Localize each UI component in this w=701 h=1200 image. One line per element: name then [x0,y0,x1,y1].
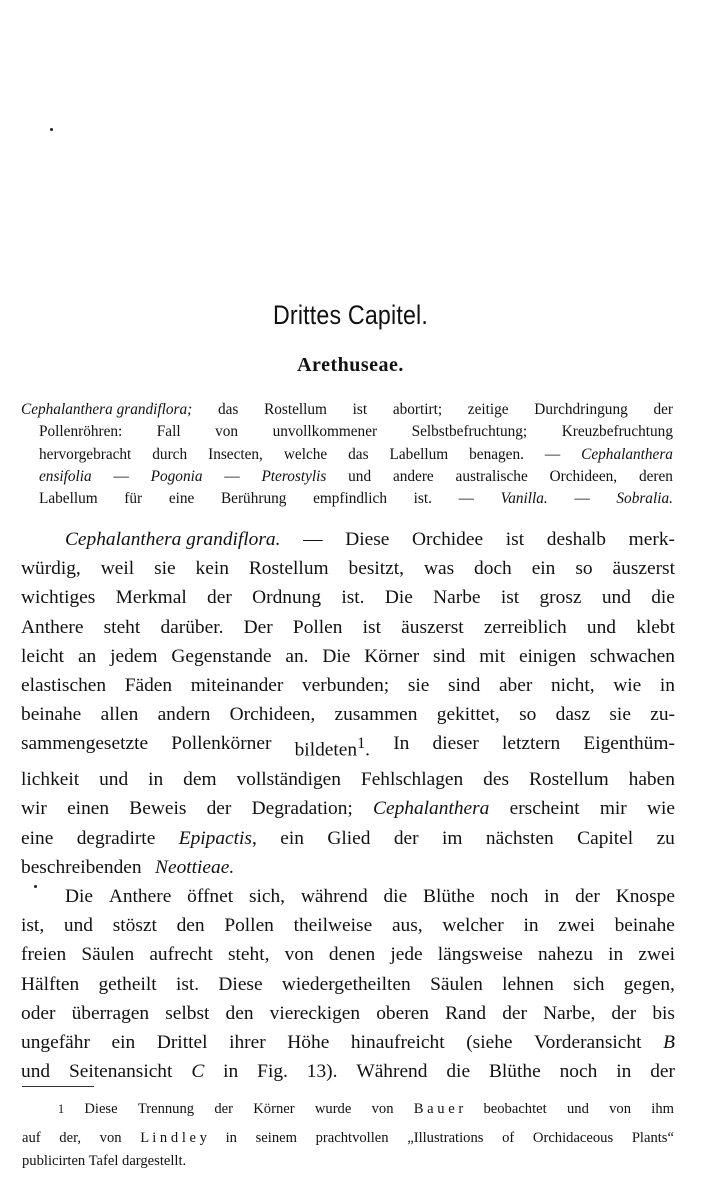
word: Durchdringung [534,401,628,418]
word: gegen, [623,973,675,995]
word: Pogonia [150,467,203,485]
word: und [566,1101,589,1117]
word: so [519,704,537,726]
text-line [21,554,675,583]
word: sind [447,675,481,697]
word: vollständigen [236,769,341,791]
word: ein [111,1031,136,1053]
word: in [225,1129,237,1146]
word: einigen [518,645,577,667]
word: Vorderansicht [534,1031,642,1053]
word: Fehlschlagen [360,769,464,791]
word: sammengesetzte [21,733,149,755]
word: prachtvollen [315,1129,389,1146]
word: Pollen [224,915,274,937]
word: längsweise [437,944,523,966]
word: Knospe [615,885,675,907]
word: nächsten [485,827,554,849]
word: in [523,915,539,937]
word: Pollenkörner [171,733,272,755]
text-line [21,970,675,999]
word: der [611,1002,637,1024]
word: Cephalanthera [373,798,490,820]
word: der [206,798,232,820]
word: mit [479,645,506,667]
word: äuszerst [401,616,464,638]
text-line [21,765,675,794]
ink-speck [50,128,53,131]
word: die [651,587,675,609]
word: zeitige [467,401,509,418]
word: gekittet, [436,704,500,726]
word: Berührung [220,490,287,508]
word: — [544,445,561,463]
word: ist. [413,490,432,508]
text-line [21,911,675,940]
word: Kreuzbefruchtung [561,423,673,441]
word: Anthere [21,616,84,638]
word: zu [656,827,675,849]
word: Ordnung [252,587,322,609]
word: australische [455,467,528,485]
word: hinaufreicht [350,1031,445,1053]
word: „Illustrations [407,1129,484,1146]
word: Neottieae. [155,856,235,878]
word: Narbe, [543,1002,596,1024]
word: eine [21,827,54,849]
word: deshalb [546,529,606,550]
word: andere [392,467,434,485]
word: Säulen [81,944,135,966]
word: Orchidaceous [532,1129,614,1146]
text-line [21,671,675,700]
word: benagen. [469,445,524,463]
word: Seitenansicht [69,1061,173,1083]
word: wichtiges [21,587,96,609]
word: an [77,645,97,667]
word: — [113,467,129,485]
word: Fall [156,423,181,441]
word: oberen [376,1002,429,1024]
word: C [191,1061,205,1083]
word: Körner [364,645,420,667]
footnote-rule [22,1086,94,1087]
word: der [650,1061,675,1083]
word: of [502,1129,515,1146]
word: beinahe [614,915,675,937]
word: Labellum [389,445,449,463]
word: Anthere [108,885,172,907]
word: Diese [345,529,390,550]
word: oder [21,1002,56,1024]
word: doch [474,558,512,580]
word: Rand [445,1002,487,1024]
chapter-summary [21,399,673,510]
word: aufrecht [149,944,213,966]
word: Drittel [156,1031,208,1053]
word: der [575,885,600,907]
word: — [574,490,590,508]
word: selbst [165,1002,210,1024]
word: stöszt [112,915,157,937]
word: B a u e r [413,1101,464,1117]
word: Insecten, [208,445,263,463]
word: lichkeit [21,769,80,791]
word: der [502,1002,527,1024]
word: Diese [218,973,263,995]
word: eine [168,490,195,508]
text-line [22,1127,674,1150]
word: wiedergetheilten [281,973,411,995]
word: einen [67,798,110,820]
word: von [371,1101,394,1117]
word: zwei [638,944,675,966]
word: zusammen [334,704,418,726]
word: nicht, [550,675,595,697]
word: Glied [327,827,371,849]
text-line [21,525,675,554]
text-line [21,1028,675,1057]
word: im [442,827,463,849]
word: Säulen [430,973,483,995]
word: besitzt, [348,558,405,580]
word: ist [362,616,381,638]
word: durch [152,445,188,463]
word: — [303,529,323,550]
text-line [21,882,675,911]
word: würdig, [21,558,81,580]
word: bildeten$^1$. [294,735,371,761]
word: das [217,401,239,418]
word: deren [638,467,673,485]
word: überragen [71,1002,150,1024]
word: ist [500,587,520,609]
word: welche [283,445,328,463]
text-line [21,700,675,729]
word: von [215,423,239,441]
word: verbunden; [301,675,390,697]
word: abortirt; [392,401,443,418]
word: Plants“ [631,1129,674,1146]
footnote [22,1098,674,1173]
chapter-title: Drittes Capitel. [272,300,429,330]
word: Der [243,616,273,638]
word: lehnen [502,973,554,995]
word: dasz [555,704,591,726]
word: Die [65,885,93,907]
word: Beweis [129,798,187,820]
word: jedem [110,645,158,667]
word: dem [183,769,217,791]
word: an. [285,645,309,667]
word: während [300,885,368,907]
text-line [21,940,675,969]
word: getheilt [98,973,157,995]
chapter-subtitle: Arethuseae. [297,354,404,376]
word: Gegenstande [171,645,272,667]
word: was [423,558,455,580]
text-line [21,421,673,443]
text-line [21,1057,675,1086]
word: beinahe [21,704,82,726]
word: den [176,915,205,937]
word: wie [613,675,642,697]
word: Hälften [21,973,80,995]
word: degradirte [76,827,156,849]
word: Die [384,587,413,609]
word: Körner [253,1101,295,1117]
word: unvollkommener [272,423,378,441]
word: Diese [84,1101,118,1117]
word: Cephalanthera grandiflora; [21,401,193,418]
text-line [21,794,675,823]
word: Vanilla. [500,490,548,508]
word: merk- [628,529,675,550]
word: Rostellum [528,769,609,791]
word: Fig. [257,1061,288,1083]
word: allen [100,704,139,726]
word: seinem [255,1129,297,1146]
word: Blüthe [423,885,475,907]
word: L i n d l e y [140,1129,207,1146]
body-text [21,525,675,1086]
word: und [21,1061,51,1083]
text-line [21,399,673,421]
word: welcher [442,915,504,937]
text-line [21,642,675,671]
word: in [608,944,624,966]
word: steht [103,616,141,638]
word: haben [628,769,675,791]
word: Höhe [287,1031,330,1053]
word: Orchideen, [229,704,316,726]
word: — [458,490,474,508]
word: zerreiblich [483,616,567,638]
word: viereckigen [269,1002,361,1024]
word: so [575,558,593,580]
word: wie [646,798,675,820]
word: steht, [227,944,270,966]
word: B [663,1031,675,1053]
word: Fäden [124,675,173,697]
word: Rostellum [248,558,329,580]
word: und [348,467,372,485]
word: beobachtet [483,1101,547,1117]
word: Während [356,1061,428,1083]
word: ein [280,827,304,849]
word: Pollen [292,616,343,638]
word: der [207,587,232,609]
word: in [148,769,164,791]
word: in [616,1061,632,1083]
word: Rostellum [264,401,327,418]
word: Sobralia. [616,490,673,508]
word: leicht [21,645,65,667]
word: letztern [502,733,561,755]
word: zu- [650,704,675,726]
word: für [124,490,143,508]
word: schwachen [589,645,675,667]
word: die [383,885,408,907]
word: öffnet [187,885,234,907]
word: darüber. [160,616,224,638]
text-line [21,853,675,882]
word: Eigenthüm- [583,733,675,755]
word: von [284,944,314,966]
word: Orchidee [412,529,484,550]
word: freien [21,944,67,966]
word: Cephalanthera grandiflora. [65,529,281,550]
word: ihm [651,1101,674,1117]
word: und [586,616,616,638]
word: des [483,769,510,791]
word: jede [390,944,423,966]
word: elastischen [21,675,107,697]
word: ihrer [229,1031,266,1053]
word: ungefähr [21,1031,90,1053]
word: theilweise [293,915,373,937]
word: beschreibenden [21,856,142,878]
word: der [393,827,419,849]
word: Labellum [39,490,98,508]
word: grosz [539,587,582,609]
word: und [63,915,93,937]
word: 1 [58,1102,65,1116]
text-line [21,613,675,642]
word: dieser [432,733,479,755]
word: Cephalanthera [581,445,673,463]
word: der [214,1101,233,1117]
word: noch [490,885,529,907]
word: ist, [21,915,45,937]
word: Blüthe [488,1061,541,1083]
word: Degradation; [251,798,353,820]
word: Merkmal [115,587,187,609]
word: und [99,769,129,791]
word: in [223,1061,239,1083]
word: Pterostylis [261,467,327,485]
word: von [609,1101,632,1117]
text-line [21,583,675,612]
word: sind [433,645,466,667]
word: von [99,1129,122,1146]
text-line [21,488,673,510]
word: der, [59,1129,81,1146]
word: nahezu [538,944,593,966]
word: kein [195,558,229,580]
word: mir [599,798,627,820]
text-line [21,999,675,1028]
word: In [393,733,410,755]
word: Selbstbefruchtung; [411,423,528,441]
text-line [21,466,673,488]
word: ensifolia [39,467,92,485]
word: Capitel [577,827,634,849]
word: klebt [636,616,675,638]
word: sich [573,973,605,995]
word: — [224,467,240,485]
word: empfindlich [313,490,387,508]
word: 13). [306,1061,338,1083]
word: zwei [558,915,595,937]
word: das [348,445,369,463]
word: Die [322,645,351,667]
word: der [653,401,673,418]
word: weil [100,558,135,580]
word: hervorgebracht [39,445,132,463]
word: (siehe [466,1031,513,1053]
word: Trennung [137,1101,195,1117]
word: erscheint [509,798,580,820]
word: äuszerst [612,558,675,580]
word: ein [531,558,556,580]
word: den [225,1002,254,1024]
word: sie [154,558,176,580]
word: auf [22,1129,41,1146]
word: aber [498,675,533,697]
word: Orchideen, [549,467,618,485]
text-line [21,444,673,466]
word: ist. [175,973,200,995]
word: wir [21,798,47,820]
word: wurde [314,1101,352,1117]
word: noch [559,1061,598,1083]
word: miteinander [190,675,284,697]
word: in [544,885,560,907]
text-line [21,729,675,765]
word: sich, [248,885,286,907]
word: sie [609,704,631,726]
word: bis [652,1002,675,1024]
word: ist [505,529,525,550]
word: aus, [391,915,423,937]
word: sie [407,675,430,697]
word: und [601,587,631,609]
word: Narbe [433,587,481,609]
word: in [659,675,675,697]
word: ist. [341,587,365,609]
word: andern [157,704,211,726]
text-line [22,1098,674,1127]
word: Pollenröhren: [39,423,123,441]
word: publicirten Tafel dargestellt. [22,1152,187,1169]
text-line [21,824,675,853]
text-line [22,1150,674,1173]
word: Epipactis, [178,827,257,849]
word: ist [352,401,368,418]
word: denen [328,944,376,966]
word: die [446,1061,471,1083]
